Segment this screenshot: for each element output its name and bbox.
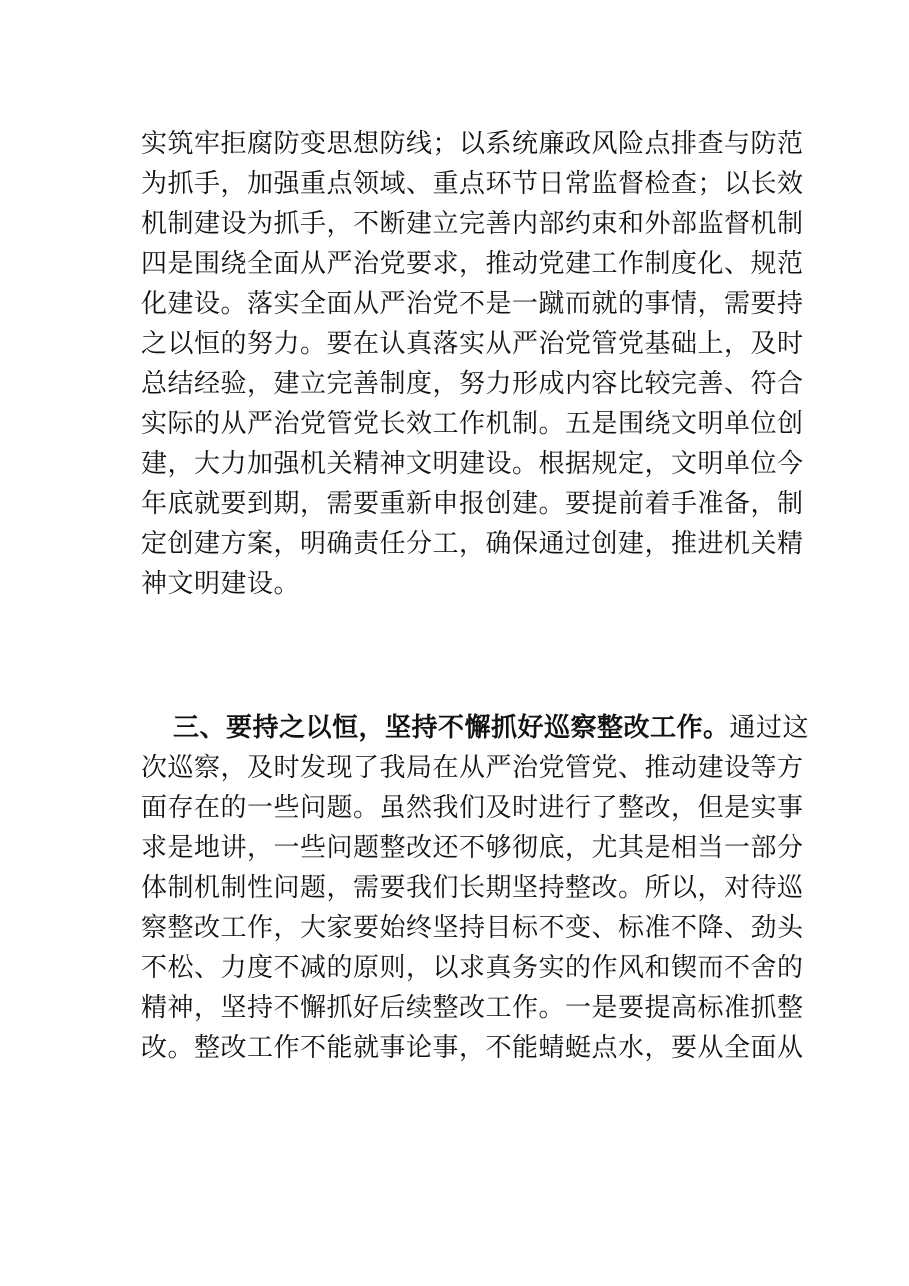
text-line: 察整改工作，大家要始终坚持目标不变、标准不降、劲头 bbox=[141, 913, 804, 943]
text-line: 年底就要到期，需要重新申报创建。要提前着手准备，制 bbox=[141, 489, 804, 519]
text-line: 之以恒的努力。要在认真落实从严治党管党基础上，及时 bbox=[141, 329, 804, 359]
text-line: 神文明建设。 bbox=[141, 569, 301, 599]
text-line: 改。整改工作不能就事论事，不能蜻蜓点水，要从全面从 bbox=[141, 1033, 804, 1063]
text-line: 求是地讲，一些问题整改还不够彻底，尤其是相当一部分 bbox=[141, 833, 804, 863]
text-line: 总结经验，建立完善制度，努力形成内容比较完善、符合 bbox=[141, 369, 804, 399]
text-line: 精神，坚持不懈抓好后续整改工作。一是要提高标准抓整 bbox=[141, 993, 804, 1023]
section-heading-line bbox=[141, 708, 810, 748]
text-line: 实筑牢拒腐防变思想防线；以系统廉政风险点排查与防范 bbox=[141, 129, 804, 159]
text-line: 定创建方案，明确责任分工，确保通过创建，推进机关精 bbox=[141, 529, 804, 559]
text-line: 不松、力度不减的原则，以求真务实的作风和锲而不舍的 bbox=[141, 953, 804, 983]
heading-line-continuation: 通过这 bbox=[729, 713, 810, 743]
text-line: 次巡察，及时发现了我局在从严治党管党、推动建设等方 bbox=[141, 753, 804, 783]
text-line: 四是围绕全面从严治党要求，推动党建工作制度化、规范 bbox=[141, 249, 804, 279]
section-three-paragraph bbox=[141, 708, 810, 1068]
text-line: 化建设。落实全面从严治党不是一蹴而就的事情，需要持 bbox=[141, 289, 804, 319]
text-line: 建，大力加强机关精神文明建设。根据规定，文明单位今 bbox=[141, 449, 804, 479]
section-heading: 三、要持之以恒，坚持不懈抓好巡察整改工作。 bbox=[173, 713, 730, 743]
text-line: 机制建设为抓手，不断建立完善内部约束和外部监督机制 bbox=[141, 209, 804, 239]
text-line: 为抓手，加强重点领域、重点环节日常监督检查；以长效 bbox=[141, 169, 804, 199]
text-line: 面存在的一些问题。虽然我们及时进行了整改，但是实事 bbox=[141, 793, 804, 823]
text-line: 体制机制性问题，需要我们长期坚持整改。所以，对待巡 bbox=[141, 873, 804, 903]
continued-paragraph bbox=[141, 124, 804, 604]
text-line: 实际的从严治党管党长效工作机制。五是围绕文明单位创 bbox=[141, 409, 804, 439]
